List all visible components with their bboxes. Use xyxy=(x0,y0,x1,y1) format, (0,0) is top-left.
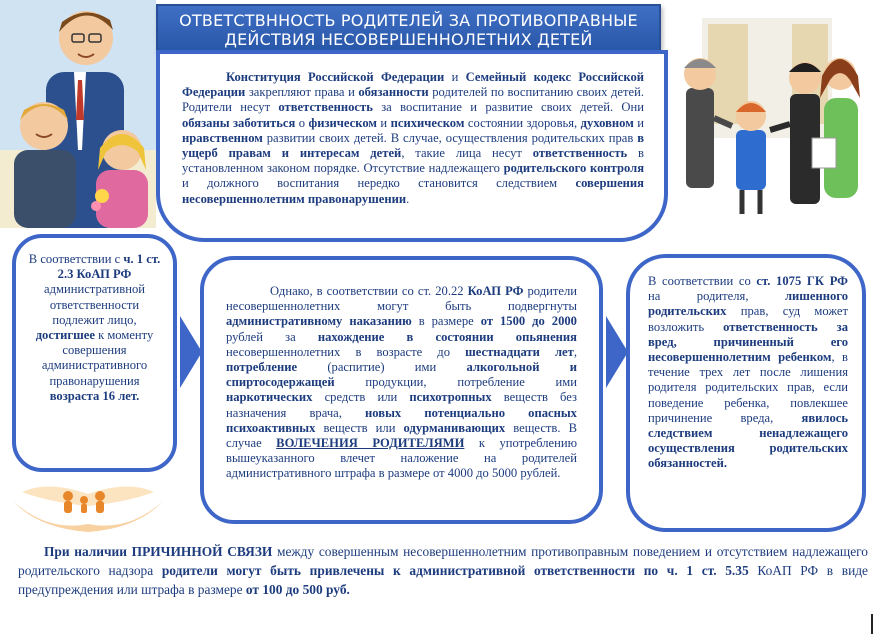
text-fragment: возраста 16 лет. xyxy=(49,388,140,403)
text-fragment: ч. 1 ст. 2.3 КоАП РФ xyxy=(57,252,161,282)
text-fragment: Однако, в соответствии со ст. 20.22 xyxy=(270,284,468,298)
arrow-right-2 xyxy=(606,316,628,388)
text-fragment: и xyxy=(633,115,645,130)
text-fragment: психическом xyxy=(390,115,465,130)
text-fragment: состоянии здоровья, xyxy=(464,115,581,130)
page-title-banner xyxy=(156,4,661,54)
text-fragment: . xyxy=(406,191,410,206)
text-fragment: нахождение в состоянии опьянения xyxy=(317,329,577,344)
age-liability-paragraph xyxy=(26,252,163,404)
text-fragment: ответственность xyxy=(532,146,628,161)
text-fragment: веществ. В случае xyxy=(226,420,578,451)
text-fragment: веществ или xyxy=(315,420,404,435)
scolding-scene-illustration xyxy=(672,18,868,228)
text-fragment: В соответствии с xyxy=(28,252,124,266)
text-fragment: ПРИЧИННОЙ СВЯЗИ xyxy=(131,544,273,559)
text-fragment: (распитие) ими xyxy=(297,360,467,375)
text-fragment: одурманивающих xyxy=(403,420,506,435)
text-fragment: наркотических xyxy=(226,390,313,405)
text-fragment: физическом xyxy=(308,115,377,130)
text-fragment: духовном xyxy=(580,115,634,130)
text-fragment: веществ без назначения врача, xyxy=(226,390,577,420)
text-fragment: шестнадцати лет xyxy=(465,344,574,359)
text-fragment: явилось следствием ненадлежащего осуществления родительских обязанностей. xyxy=(648,410,848,471)
text-fragment: , в течение трех лет после лишения родителя родительских прав, если поведение ребенка, повлекшее причинение вреда, xyxy=(648,350,848,425)
text-fragment: достигшее xyxy=(35,328,95,343)
text-fragment: продукции, потребление ими xyxy=(334,375,577,390)
text-fragment: административной ответственности подлежит лицо, xyxy=(44,282,145,327)
text-fragment: рублей за xyxy=(226,329,318,344)
causal-link-paragraph xyxy=(18,542,868,599)
penalty-paragraph xyxy=(226,284,577,482)
text-fragment: прав, суд может возложить xyxy=(648,304,848,334)
text-fragment: ВОЛЕЧЕНИЯ РОДИТЕЛЯМИ xyxy=(276,436,465,451)
text-fragment: между совершенным несовершеннолетним противоправным поведением и отсутствием надлежащего родительского надзора xyxy=(18,544,868,578)
intro-paragraph xyxy=(182,70,644,207)
text-fragment: потребление xyxy=(226,360,298,375)
text-fragment: родителей по воспитанию своих детей. Родители несут xyxy=(182,85,644,115)
text-fragment: на родителя, xyxy=(648,289,785,304)
text-fragment: , такие лица несут xyxy=(401,146,533,161)
civil-liability-box xyxy=(626,254,866,532)
text-fragment: обязанности xyxy=(358,85,429,100)
text-fragment: нравственном xyxy=(182,130,263,145)
title-line-1: ОТВЕТСТВННОСТЬ РОДИТЕЛЕЙ ЗА ПРОТИВОПРАВНЫЕ xyxy=(179,11,638,30)
penalty-text-box xyxy=(200,256,603,524)
text-fragment: и xyxy=(376,115,391,130)
age-liability-box xyxy=(12,234,177,472)
text-fragment: алкогольной и спиртосодержащей xyxy=(226,360,577,390)
text-fragment: от 1500 до 2000 xyxy=(480,314,577,329)
text-fragment: ответственность xyxy=(278,100,373,115)
text-fragment: психотропных xyxy=(409,390,492,405)
text-fragment: средств или xyxy=(312,390,410,405)
text-fragment: в ущерб правам и интересам детей xyxy=(182,130,644,161)
text-fragment: родители несовершеннолетних могут быть подвергнуты xyxy=(226,284,577,314)
text-fragment: В соответствии со xyxy=(648,274,757,288)
text-fragment: лишенного родительских xyxy=(648,289,848,319)
text-fragment: совершения несовершеннолетним правонарушении xyxy=(182,176,644,206)
intro-text-box xyxy=(156,50,668,242)
text-fragment: ответственность за вред, причиненный его несовершеннолетним ребенком xyxy=(648,319,848,365)
text-fragment: закрепляют права и xyxy=(245,85,359,100)
text-fragment: за воспитание и развитие своих детей. Они xyxy=(372,100,644,115)
text-fragment: несовершеннолетних в возрасте до xyxy=(226,344,466,359)
text-fragment: Конституция Российской Федерации xyxy=(226,70,445,84)
text-fragment: к употреблению вышеуказанного влечет наложение на родителей административного штрафа в размере от 4000 до 5000 рублей. xyxy=(226,436,578,481)
family-illustration xyxy=(0,0,156,228)
text-fragment: КоАП РФ xyxy=(467,284,524,298)
text-fragment: и xyxy=(444,70,466,84)
text-fragment: о xyxy=(295,115,309,130)
page-edge-mark xyxy=(871,614,873,634)
civil-liability-paragraph xyxy=(648,274,848,472)
text-fragment: административному наказанию xyxy=(226,314,412,329)
arrow-right-1 xyxy=(180,316,202,388)
text-fragment: к моменту совершения административного правонарушения xyxy=(41,328,154,388)
text-fragment: КоАП РФ в виде предупреждения или штрафа в размере xyxy=(18,563,869,597)
hands-family-illustration xyxy=(8,472,168,534)
text-fragment: от 100 до 500 руб. xyxy=(245,582,350,597)
text-fragment: ст. 1075 ГК РФ xyxy=(756,274,848,288)
text-fragment: родители могут быть привлечены к административной ответственности по ч. 1 ст. 5.35 xyxy=(161,563,749,578)
text-fragment: в размере xyxy=(411,314,481,329)
text-fragment: , xyxy=(573,344,577,359)
causal-link-note xyxy=(18,542,868,599)
text-fragment: родительского контроля xyxy=(503,161,645,176)
text-fragment: Семейный кодекс Российской Федерации xyxy=(182,70,645,100)
text-fragment: и должного воспитания нередко становится следствием xyxy=(182,176,576,191)
text-fragment: развитии своих детей. В случае, осуществления родительских прав xyxy=(262,130,638,145)
title-line-2: ДЕЙСТВИЯ НЕСОВЕРШЕННОЛЕТНИХ ДЕТЕЙ xyxy=(224,30,593,49)
text-fragment: в установленном законом порядке. Отсутствие надлежащего xyxy=(182,146,644,176)
text-fragment: новых потенциально опасных психоактивных xyxy=(226,405,577,435)
text-fragment: обязаны заботиться xyxy=(182,115,296,130)
text-fragment: При наличии xyxy=(44,544,132,559)
